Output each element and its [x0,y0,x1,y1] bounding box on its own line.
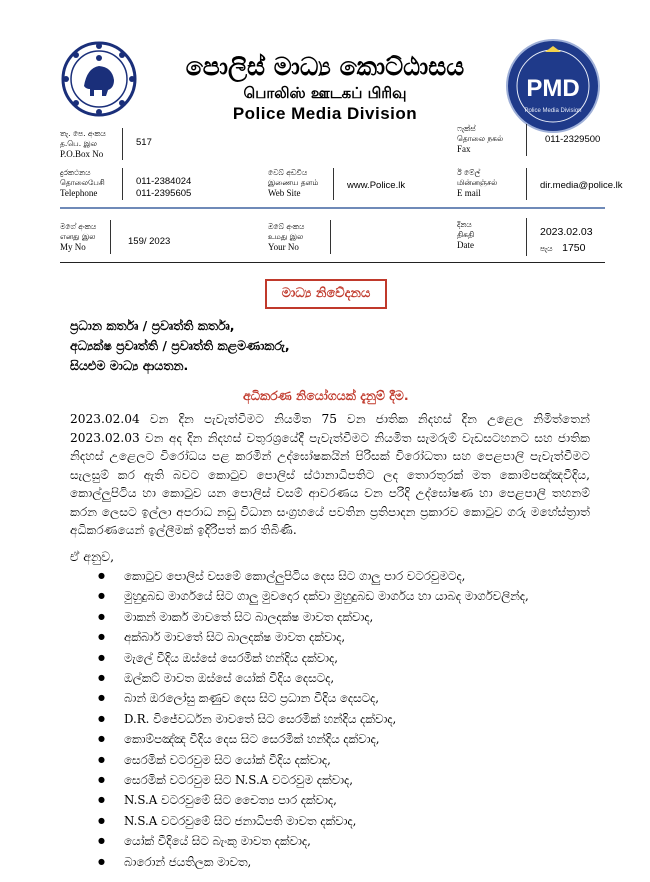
list-item: ● බාරොන් ජයතිලක මාවත, [98,852,529,872]
list-item: ● සෙරමික් වටරවුම සිට N.S.A වටරවුම දක්වාද, [98,770,529,790]
date-value: 2023.02.03 [540,226,593,238]
email-value[interactable]: dir.media@police.lk [540,180,623,191]
list-item: ● මැලේ වීදිය ඔස්සේ සෙරමික් හන්දිය දක්වාද, [98,648,529,668]
list-item: ● කොම්පඤ්ඤ වීදිය දෙස සිට සෙරමික් හන්දිය දක්වාද, [98,729,529,749]
list-item: ● D.R. විජේවර්ධන මාවතේ සිට සෙරමික් හන්දිය දක්වාද, [98,709,529,729]
your-no-label: ඔබේ අංකය உமது இல Your No [268,222,305,252]
pobox-value: 517 [136,137,152,148]
subject-line: අධිකරණ නියෝගයක් දැනුම් දීම. [243,388,409,403]
recipient-line: අධ්‍යක්ෂ ප්‍රවෘත්ති / ප්‍රවෘත්ති කළමණාකරු, [70,338,290,353]
pmd-logo-subtext: Police Media Division [524,108,582,114]
telephone-value: 011-2384024 011-2395605 [136,176,192,199]
list-item: ● මාකන් මාකර් මාවතේ සිට බාලදක්ෂ මාවත දක්වාද, [98,607,529,627]
police-emblem [60,40,138,118]
list-item: ● ඔල්කට් මාවත ඔස්සේ යෝක් වීදිය දෙසටද, [98,668,529,688]
time-row: පැය 1750 [540,242,586,254]
list-item: ● කොටුව පොලිස් වසමේ කොල්ලුපිටිය දෙස සිට ගාලු පාර වටරවුමටද, [98,566,529,586]
pobox-label: තැ. පෙ. අංකය த.பெ. இல P.O.Box No [60,129,106,159]
body-paragraph: 2023.02.04 වන දින පැවැත්වීමට නියමිත 75 වන ජාතික නිදහස් දින උළෙල නිමිත්තෙන් 2023.02.03 වන අද දින නිදහස් චතුරශ්‍රයේදී පැවැත්වීමට නියමිත සැමරුම් වැඩසටහනට සහ ජාතික නිදහස් උළෙලට විරෝධය පළ කරමින් උද්ඝෝෂකයින් පිරිසක් විරෝධතා සහ පෙළපාලි පැවැත්වීමට සැලසුම් කර ඇති බවට කොටුව පොලිස් ස්ථානාධිපතිට ලද තොරතුරක් මත කොම්පඤ්ඤවීදිය, කොල්ලුපිටිය හා කොටුව යන පොලිස් වසම් ආවරණය වන පරිදි උද්ඝෝෂණ හා පෙළපාලි තහනම් කරන ලෙසට ඉල්ලා අපරාධ නඩු විධාන සංග්‍රහයේ පවතින ප්‍රතිපාදන ප්‍රකාරව කොටුව ගරු මහේස්ත්‍රාත් අධිකරණයෙන් ඉල්ලීමක් ඉදිරිපත් කර තිබිණි. [70,412,590,537]
fax-value: 011-2329500 [545,134,601,145]
list-item: ● අක්බාර් මාවතේ සිට බාලදක්ෂ මාවත දක්වාද, [98,627,529,647]
telephone-label: දුරකථනය தொலைபேசி Telephone [60,168,105,198]
intro-text: ඒ අනුව, [70,549,115,564]
email-label: ඊ මේල් மின்னஞ்சல் E mail [457,168,498,198]
list-item: ● N.S.A වටරවුමේ සිට චෛත්‍ය පාර දක්වාද, [98,790,529,810]
title-sinhala: පොලිස් මාධ්‍ය කොට්ඨාසය [185,52,465,81]
date-label: දිනය திகதி Date [457,220,475,250]
my-no-label: මගේ අංකය எனது இல My No [60,222,97,252]
list-item: ● යෝක් වීදියේ සිට බැංකු මාවත දක්වාද, [98,831,529,851]
my-no-value: 159/ 2023 [128,236,171,247]
list-item: ● මුහුදුබඩ මාර්ගයේ සිට ගාලු මුවදොර දක්වා මුහුදුබඩ මාර්ගය හා යාබද මාර්ගවලින්ද, [98,586,529,606]
website-value[interactable]: www.Police.lk [347,180,406,191]
website-label: වෙබ් අඩවිය இணைய தளம் Web Site [268,168,319,198]
title-english: Police Media Division [232,104,418,123]
recipient-line: සියළුම මාධ්‍ය ආයතන. [70,358,189,373]
list-item: ● සෙරමික් වටරවුම සිට යෝක් වීදිය දක්වාද, [98,750,529,770]
pmd-logo-text: PMD [526,75,580,102]
fax-label: ෆැක්ස් தொலை நகல் Fax [457,124,504,154]
pmd-logo [505,38,601,134]
list-item: ● N.S.A වටරවුමේ සිට ජනාධිපති මාවත දක්වාද, [98,811,529,831]
road-list [98,566,529,872]
list-item: ● බාන් ඔරලෝසු කණුව දෙස සිට ප්‍රධාන වීදිය දෙසටද, [98,688,529,708]
notice-title: මාධ්‍ය නිවේදනය [265,279,387,309]
title-tamil: பொலிஸ் ஊடகப் பிரிவு [243,84,407,102]
recipient-line: ප්‍රධාන කර්තෘ / ප්‍රවෘත්ති කර්තෘ, [70,318,235,333]
